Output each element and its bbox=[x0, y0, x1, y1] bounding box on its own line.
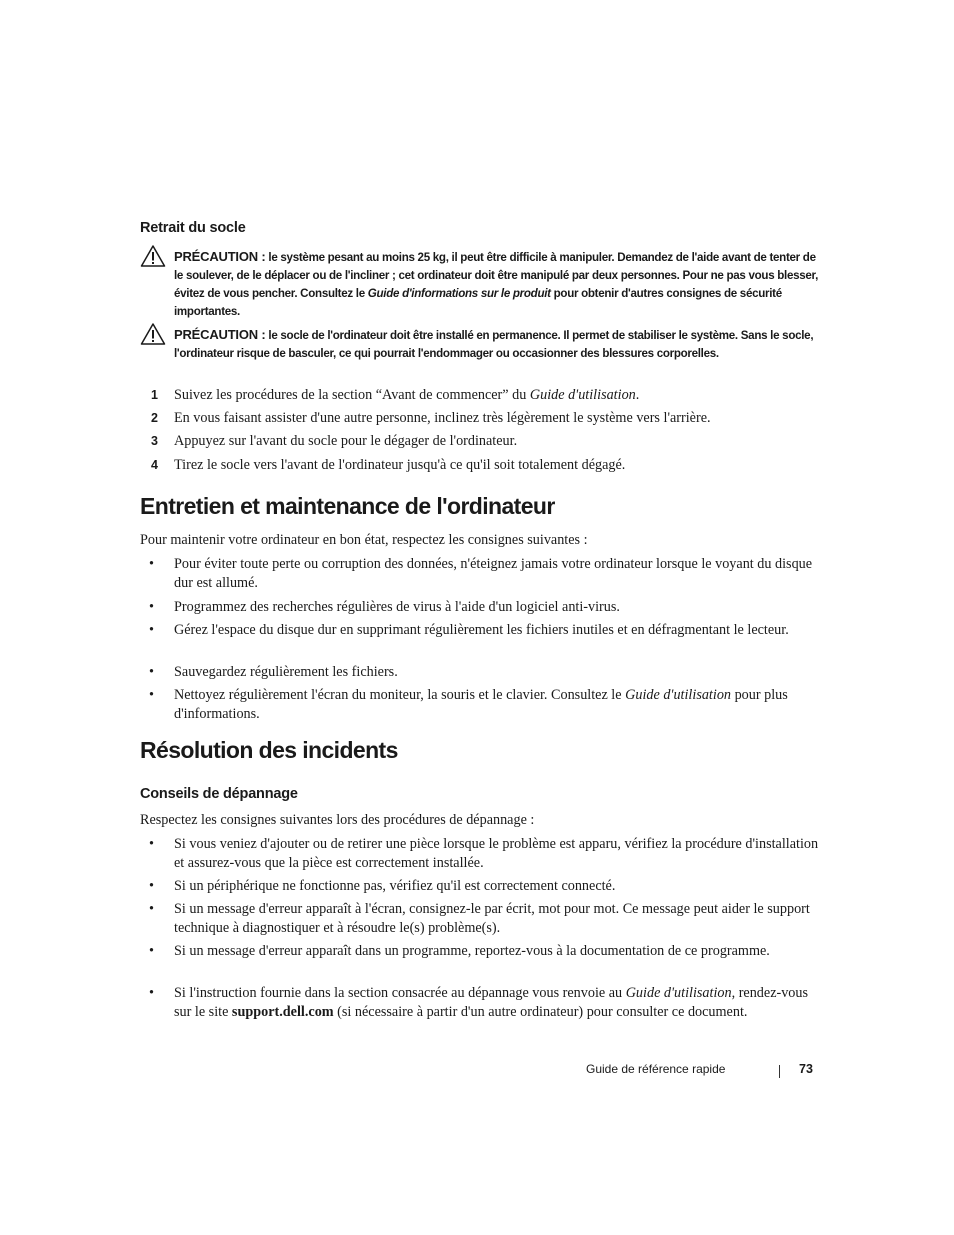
step-italic-ref: Guide d'utilisation bbox=[529, 387, 636, 403]
caution-italic-ref: Guide d'informations sur le produit bbox=[367, 287, 551, 300]
page-number: 73 bbox=[799, 1062, 813, 1076]
step-text-part: . bbox=[635, 387, 640, 403]
caution-block-1 bbox=[140, 248, 820, 321]
step-text bbox=[174, 386, 820, 405]
bullet-text-part: pour plus d'informations. bbox=[174, 687, 788, 722]
step-3 bbox=[140, 432, 820, 451]
section-heading-resolution: Résolution des incidents bbox=[140, 737, 398, 763]
subsection-heading-conseils: Conseils de dépannage bbox=[140, 786, 298, 802]
step-text: Appuyez sur l'avant du socle pour le dégager de l'ordinateur. bbox=[174, 433, 518, 449]
bullet-dot: • bbox=[149, 985, 154, 1001]
bullet-text: Si vous veniez d'ajouter ou de retirer une pièce lorsque le problème est apparu, vérifiez la procédure d'installation et assurez-vous que la pièce est correctement installée. bbox=[174, 836, 819, 871]
resolution-bullet bbox=[140, 942, 820, 961]
step-1 bbox=[140, 386, 820, 405]
caution-text-part: le socle de l'ordinateur doit être installé en permanence. Il permet de stabiliser le système. Sans le socle, l'ordinateur risque de basculer, ce qui pourrait l'endommager ou occasionner des blessures corporelles. bbox=[174, 329, 814, 360]
step-number: 3 bbox=[151, 434, 158, 448]
resolution-bullet bbox=[140, 835, 820, 873]
caution-text-part: pour obtenir d'autres consignes de sécurité importantes. bbox=[174, 287, 782, 318]
warning-triangle-icon bbox=[140, 322, 166, 346]
warning-triangle-icon bbox=[140, 244, 166, 268]
bullet-dot: • bbox=[149, 901, 154, 917]
bullet-text bbox=[174, 984, 820, 1022]
caution-block-2 bbox=[140, 326, 820, 363]
caution-label: PRÉCAUTION : bbox=[174, 327, 266, 342]
caution-text-part: le système pesant au moins 25 kg, il peut être difficile à manipuler. Demandez de l'aide avant de tenter de le soulever, de le déplacer ou de l'incliner ; cet ordinateur doit être manipulé par deux personnes. Pour ne pas vous blesser, évitez de vous pencher. Consultez le bbox=[174, 251, 819, 300]
bullet-italic-ref: Guide d'utilisation bbox=[625, 687, 732, 703]
bullet-italic-ref: Guide d'utilisation bbox=[625, 985, 732, 1001]
resolution-bullet bbox=[140, 900, 820, 938]
caution-text-1 bbox=[174, 248, 820, 321]
bullet-dot: • bbox=[149, 878, 154, 894]
entretien-intro: Pour maintenir votre ordinateur en bon état, respectez les consignes suivantes : bbox=[140, 532, 588, 548]
bullet-dot: • bbox=[149, 943, 154, 959]
support-link[interactable]: support.dell.com bbox=[231, 1004, 334, 1020]
resolution-intro: Respectez les consignes suivantes lors des procédures de dépannage : bbox=[140, 812, 535, 828]
bullet-text: Pour éviter toute perte ou corruption des données, n'éteignez jamais votre ordinateur lorsque le voyant du disque dur est allumé. bbox=[174, 556, 813, 591]
entretien-bullet bbox=[140, 555, 820, 593]
footer-guide-title: Guide de référence rapide bbox=[586, 1062, 726, 1076]
bullet-dot: • bbox=[149, 836, 154, 852]
resolution-bullet bbox=[140, 984, 820, 1022]
bullet-text bbox=[174, 686, 820, 724]
caution-label: PRÉCAUTION : bbox=[174, 249, 266, 264]
section-heading-entretien: Entretien et maintenance de l'ordinateur bbox=[140, 493, 555, 519]
bullet-text: Sauvegardez régulièrement les fichiers. bbox=[174, 664, 398, 680]
entretien-bullet bbox=[140, 621, 820, 640]
bullet-text-part: Nettoyez régulièrement l'écran du moniteur, la souris et le clavier. Consultez le bbox=[174, 687, 622, 703]
step-number: 2 bbox=[151, 411, 158, 425]
bullet-text: Si un message d'erreur apparaît à l'écran, consignez-le par écrit, mot pour mot. Ce message peut aider le support technique à diagnostiquer et à résoudre le(s) problème(s). bbox=[174, 901, 810, 936]
footer-separator bbox=[779, 1065, 780, 1078]
step-number: 4 bbox=[151, 458, 158, 472]
resolution-bullet bbox=[140, 877, 820, 896]
bullet-dot: • bbox=[149, 664, 154, 680]
step-text: Tirez le socle vers l'avant de l'ordinateur jusqu'à ce qu'il soit totalement dégagé. bbox=[174, 457, 626, 473]
bullet-text: Gérez l'espace du disque dur en supprimant régulièrement les fichiers inutiles et en défragmentant le lecteur. bbox=[174, 622, 789, 638]
entretien-bullet bbox=[140, 686, 820, 724]
step-text: En vous faisant assister d'une autre personne, inclinez très légèrement le système vers l'arrière. bbox=[174, 410, 711, 426]
bullet-text-part: (si nécessaire à partir d'un autre ordinateur) pour consulter ce document. bbox=[337, 1004, 748, 1020]
bullet-dot: • bbox=[149, 687, 154, 703]
step-number: 1 bbox=[151, 388, 158, 402]
step-2 bbox=[140, 409, 820, 428]
bullet-text-part: , rendez-vous sur le site bbox=[174, 985, 809, 1020]
bullet-dot: • bbox=[149, 599, 154, 615]
bullet-text: Programmez des recherches régulières de virus à l'aide d'un logiciel anti-virus. bbox=[174, 599, 620, 615]
bullet-dot: • bbox=[149, 622, 154, 638]
entretien-bullet bbox=[140, 598, 820, 617]
bullet-text: Si un périphérique ne fonctionne pas, vérifiez qu'il est correctement connecté. bbox=[174, 878, 616, 894]
bullet-text-part: Si l'instruction fournie dans la section consacrée au dépannage vous renvoie au bbox=[174, 985, 623, 1001]
caution-text-2 bbox=[174, 326, 820, 363]
step-4 bbox=[140, 456, 820, 475]
section-heading-retrait: Retrait du socle bbox=[140, 220, 246, 236]
entretien-bullet bbox=[140, 663, 820, 682]
bullet-text: Si un message d'erreur apparaît dans un programme, reportez-vous à la documentation de ce programme. bbox=[174, 943, 770, 959]
bullet-dot: • bbox=[149, 556, 154, 572]
step-text-part: Suivez les procédures de la section “Avant de commencer” du bbox=[174, 387, 527, 403]
